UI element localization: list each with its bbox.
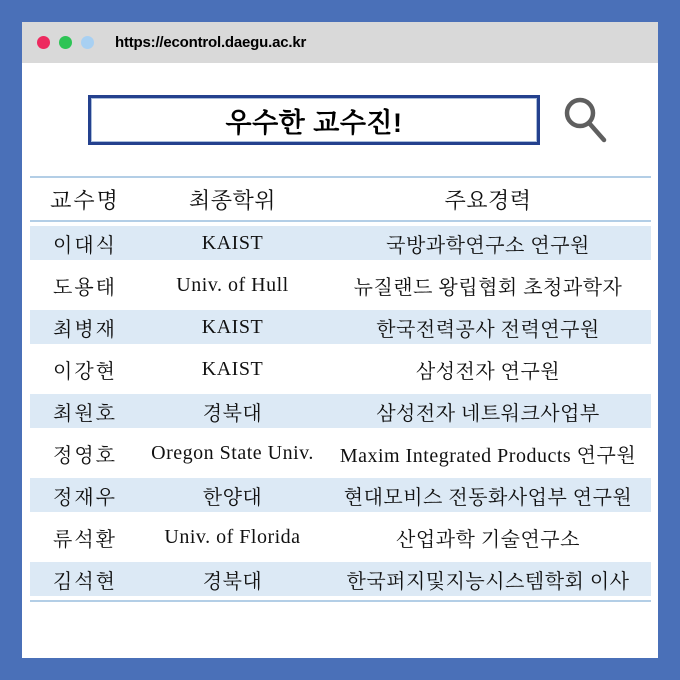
browser-window	[22, 22, 658, 658]
table-row	[30, 390, 651, 432]
cell-professor-name: 류석환	[53, 528, 117, 551]
cell-professor-name: 이강현	[53, 360, 117, 383]
table-row	[30, 222, 651, 264]
magnifier-icon[interactable]	[560, 93, 612, 147]
cell-professor-name: 최병재	[53, 318, 117, 341]
column-header-degree: 최종학위	[188, 187, 276, 213]
window-minimize-button[interactable]	[59, 36, 72, 49]
faculty-table	[30, 176, 651, 602]
cell-degree: 경북대	[202, 570, 263, 593]
cell-career: 현대모비스 전동화사업부 연구원	[343, 486, 633, 509]
cell-professor-name: 정재우	[53, 486, 117, 509]
cell-professor-name: 이대식	[53, 234, 117, 257]
cell-degree: 한양대	[202, 486, 263, 509]
table-header-row	[30, 178, 651, 222]
cell-career: 한국전력공사 전력연구원	[376, 318, 600, 341]
cell-professor-name: 도용태	[53, 276, 117, 299]
column-header-career: 주요경력	[444, 187, 532, 213]
cell-career: 뉴질랜드 왕립협회 초청과학자	[353, 276, 623, 299]
table-row	[30, 558, 651, 600]
table-row	[30, 306, 651, 348]
table-row	[30, 474, 651, 516]
cell-degree: Oregon State Univ.	[151, 441, 314, 464]
table-row	[30, 516, 651, 558]
search-input[interactable]	[88, 95, 540, 145]
address-bar-url: https://econtrol.daegu.ac.kr	[115, 34, 307, 51]
cell-professor-name: 정영호	[53, 444, 117, 467]
cell-career: 삼성전자 네트워크사업부	[376, 402, 600, 425]
cell-degree: KAIST	[201, 315, 264, 338]
cell-professor-name: 김석현	[53, 570, 117, 593]
table-row	[30, 348, 651, 390]
table-row	[30, 264, 651, 306]
search-section	[22, 93, 658, 147]
cell-career: 산업과학 기술연구소	[396, 528, 580, 551]
cell-degree: Univ. of Hull	[176, 273, 289, 296]
cell-career: 국방과학연구소 연구원	[386, 234, 590, 257]
cell-professor-name: 최원호	[53, 402, 117, 425]
cell-career: 한국퍼지및지능시스템학회 이사	[346, 570, 630, 593]
window-maximize-button[interactable]	[81, 36, 94, 49]
browser-title-bar	[22, 22, 658, 63]
cell-degree: KAIST	[201, 231, 264, 254]
cell-degree: KAIST	[201, 357, 264, 380]
column-header-professor: 교수명	[50, 187, 120, 213]
table-row	[30, 432, 651, 474]
cell-career: 삼성전자 연구원	[415, 360, 561, 383]
window-close-button[interactable]	[37, 36, 50, 49]
cell-career: Maxim Integrated Products 연구원	[339, 444, 637, 467]
search-query-text: 우수한 교수진!	[225, 107, 403, 138]
cell-degree: Univ. of Florida	[164, 525, 301, 548]
cell-degree: 경북대	[202, 402, 263, 425]
